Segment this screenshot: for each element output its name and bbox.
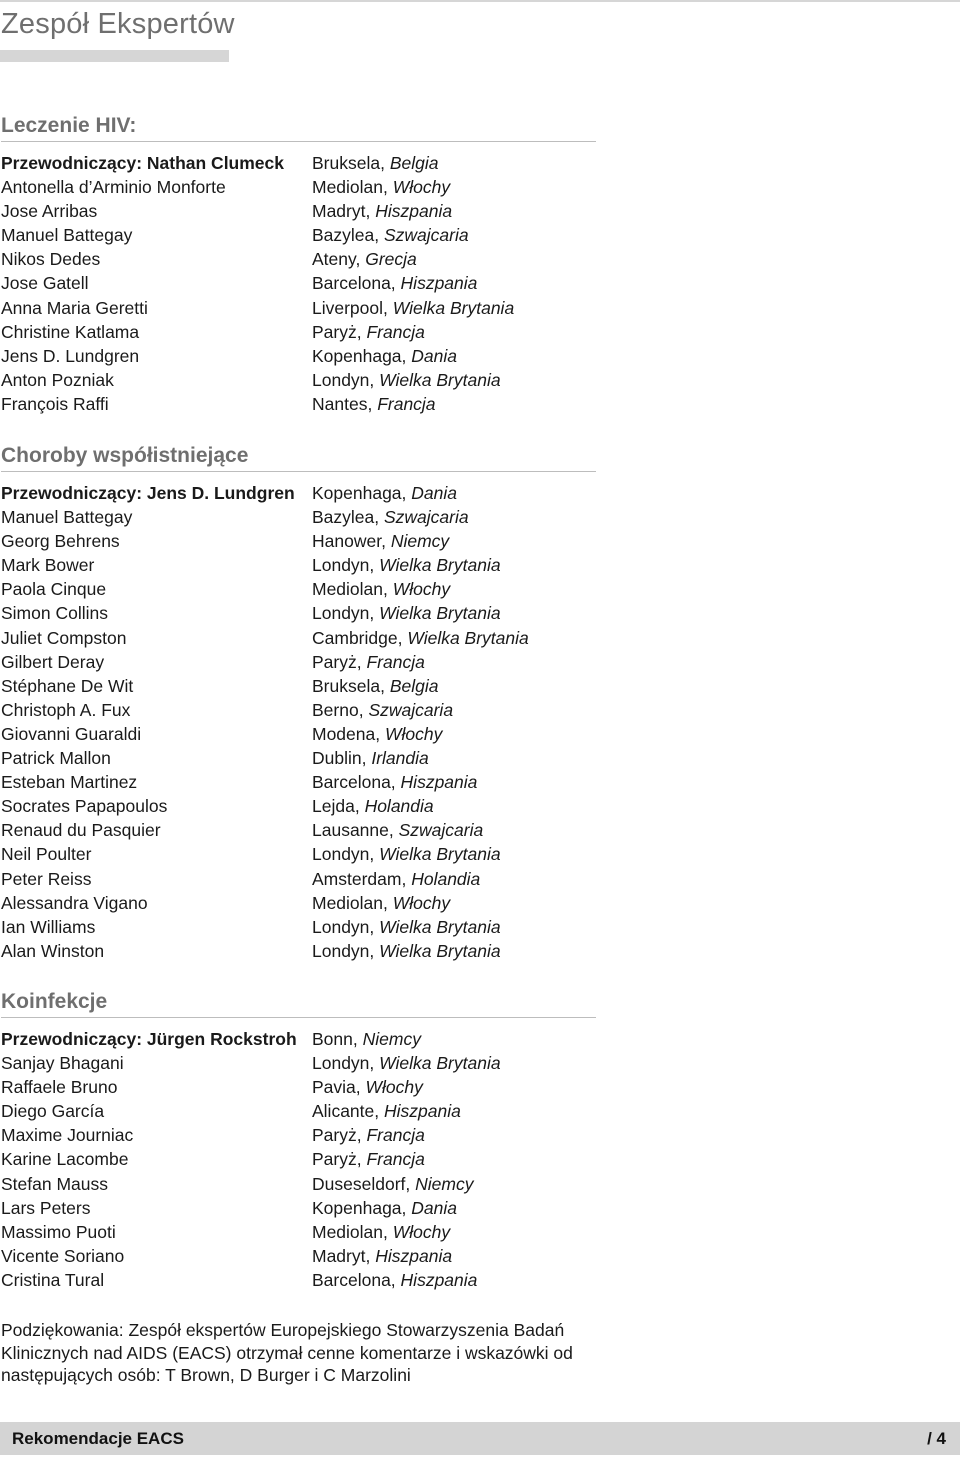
page-footer <box>0 1422 960 1455</box>
member-country: Włochy <box>392 892 451 913</box>
member-country: Hiszpania <box>400 273 478 294</box>
member-name: Jens D. Lundgren <box>1 345 140 366</box>
member-city: Londyn, <box>312 916 375 937</box>
member-row <box>1 320 596 344</box>
member-city: Hanower, <box>312 531 386 552</box>
member-city: Kopenhaga, <box>312 483 407 503</box>
member-location <box>312 626 529 650</box>
member-name: Manuel Battegay <box>1 225 133 246</box>
member-list <box>1 151 596 416</box>
top-rule <box>0 0 960 2</box>
member-name: Karine Lacombe <box>1 1149 129 1170</box>
member-country: Włochy <box>365 1077 423 1098</box>
chair-row <box>1 151 596 175</box>
member-name: Juliet Compston <box>1 627 127 648</box>
member-name: Raffaele Bruno <box>1 1077 118 1098</box>
member-location <box>312 770 477 794</box>
member-city: Paryż, <box>312 321 362 342</box>
member-name: Stéphane De Wit <box>1 675 134 696</box>
member-location <box>312 247 417 271</box>
member-row <box>1 1147 596 1171</box>
member-row <box>1 529 596 553</box>
member-country: Dania <box>411 1197 458 1218</box>
member-city: Dublin, <box>312 748 367 769</box>
member-city: Paryż, <box>312 651 362 672</box>
member-name: Peter Reiss <box>1 868 92 889</box>
chair-row <box>1 1027 596 1051</box>
member-country: Dania <box>411 345 458 366</box>
member-name: Maxime Journiac <box>1 1125 134 1146</box>
member-row <box>1 842 596 866</box>
member-row <box>1 915 596 939</box>
page-title: Zespół Ekspertów <box>1 8 235 40</box>
member-city: Alicante, <box>312 1101 380 1122</box>
member-country: Wielka Brytania <box>379 916 501 937</box>
member-name: Przewodniczący: Jürgen Rockstroh <box>1 1029 297 1049</box>
member-city: Mediolan, <box>312 177 388 198</box>
member-location <box>312 818 483 842</box>
member-country: Niemcy <box>390 531 450 552</box>
member-location <box>312 1244 452 1268</box>
member-location <box>312 505 469 529</box>
member-country: Belgia <box>389 675 439 696</box>
member-row <box>1 939 596 963</box>
member-country: Wielka Brytania <box>379 603 501 624</box>
member-country: Niemcy <box>362 1029 421 1049</box>
footer-document-title: Rekomendacje EACS <box>12 1429 184 1448</box>
member-row <box>1 867 596 891</box>
member-country: Francja <box>366 1125 425 1146</box>
member-country: Szwajcaria <box>384 507 469 528</box>
member-city: Londyn, <box>312 1053 375 1074</box>
member-row <box>1 891 596 915</box>
member-row <box>1 746 596 770</box>
member-country: Grecja <box>365 249 417 270</box>
member-row <box>1 296 596 320</box>
member-name: Simon Collins <box>1 603 108 624</box>
member-country: Francja <box>366 1149 425 1170</box>
member-city: Barcelona, <box>312 273 396 294</box>
member-location <box>312 939 501 963</box>
member-country: Hiszpania <box>375 201 453 222</box>
member-row <box>1 698 596 722</box>
member-country: Hiszpania <box>400 1269 478 1290</box>
member-location <box>312 1099 461 1123</box>
member-country: Belgia <box>389 153 439 173</box>
member-city: Paryż, <box>312 1125 362 1146</box>
member-row <box>1 601 596 625</box>
member-location <box>312 722 442 746</box>
member-city: Pavia, <box>312 1077 361 1098</box>
member-country: Wielka Brytania <box>379 369 501 390</box>
member-row <box>1 1099 596 1123</box>
member-city: Londyn, <box>312 369 375 390</box>
member-location <box>312 698 453 722</box>
member-name: Anna Maria Geretti <box>1 297 148 318</box>
member-country: Niemcy <box>415 1173 474 1194</box>
member-country: Wielka Brytania <box>379 555 501 576</box>
member-row <box>1 392 596 416</box>
member-country: Francja <box>377 393 436 414</box>
member-location <box>312 553 501 577</box>
member-location <box>312 601 501 625</box>
member-name: Antonella d’Arminio Monforte <box>1 177 226 198</box>
section-heading: Koinfekcje <box>1 989 596 1018</box>
member-country: Włochy <box>392 177 451 198</box>
member-city: Paryż, <box>312 1149 362 1170</box>
member-row <box>1 223 596 247</box>
member-row <box>1 368 596 392</box>
member-location <box>312 368 501 392</box>
member-name: Manuel Battegay <box>1 507 133 528</box>
section-hiv-treatment <box>1 113 596 416</box>
member-location <box>312 1196 457 1220</box>
member-row <box>1 344 596 368</box>
member-location <box>312 867 480 891</box>
member-list <box>1 1027 596 1292</box>
member-row <box>1 1268 596 1292</box>
member-city: Lejda, <box>312 796 360 817</box>
member-location <box>312 296 514 320</box>
member-name: Christoph A. Fux <box>1 699 131 720</box>
member-location <box>312 1027 421 1051</box>
section-coinfections <box>1 989 596 1292</box>
member-city: Londyn, <box>312 603 375 624</box>
member-city: Lausanne, <box>312 820 394 841</box>
member-city: Liverpool, <box>312 297 388 318</box>
member-location <box>312 1268 477 1292</box>
member-location <box>312 481 457 505</box>
member-location <box>312 915 501 939</box>
member-country: Włochy <box>384 723 443 744</box>
member-city: Cambridge, <box>312 627 403 648</box>
member-name: Mark Bower <box>1 555 95 576</box>
acknowledgement-text: Podziękowania: Zespół ekspertów Europejskiego Stowarzyszenia Badań Klinicznych nad AIDS (EACS) otrzymał cenne komentarze i wskazówki od następujących osób: T Brown, D Burger i C Marzolini <box>1 1320 573 1385</box>
member-location <box>312 1123 425 1147</box>
member-location <box>312 175 450 199</box>
member-row <box>1 818 596 842</box>
member-location <box>312 344 457 368</box>
member-row <box>1 271 596 295</box>
member-name: Nikos Dedes <box>1 249 101 270</box>
member-city: Mediolan, <box>312 1221 388 1242</box>
member-location <box>312 1075 423 1099</box>
member-city: Barcelona, <box>312 1269 396 1290</box>
member-country: Dania <box>411 483 458 503</box>
member-country: Irlandia <box>371 748 429 769</box>
member-location <box>312 320 425 344</box>
member-city: Kopenhaga, <box>312 345 407 366</box>
member-location <box>312 271 477 295</box>
member-row <box>1 722 596 746</box>
member-country: Wielka Brytania <box>392 297 515 318</box>
member-row <box>1 626 596 650</box>
member-name: Georg Behrens <box>1 531 120 552</box>
member-row <box>1 1220 596 1244</box>
member-location <box>312 794 434 818</box>
member-row <box>1 1051 596 1075</box>
member-city: Modena, <box>312 723 381 744</box>
member-city: Londyn, <box>312 844 375 865</box>
member-row <box>1 1075 596 1099</box>
member-name: Renaud du Pasquier <box>1 820 161 841</box>
member-location <box>312 1051 501 1075</box>
member-row <box>1 674 596 698</box>
member-city: Madryt, <box>312 1245 371 1266</box>
member-name: Gilbert Deray <box>1 651 105 672</box>
member-name: Vicente Soriano <box>1 1245 125 1266</box>
member-row <box>1 247 596 271</box>
member-country: Hiszpania <box>384 1101 461 1122</box>
member-location <box>312 1147 425 1171</box>
section-heading: Leczenie HIV: <box>1 113 596 142</box>
member-row <box>1 1123 596 1147</box>
member-city: Bruksela, <box>312 153 385 173</box>
member-city: Bruksela, <box>312 675 385 696</box>
member-row <box>1 1172 596 1196</box>
member-city: Nantes, <box>312 393 373 414</box>
member-city: Bazylea, <box>312 507 380 528</box>
member-city: Amsterdam, <box>312 868 407 889</box>
member-row <box>1 577 596 601</box>
member-country: Wielka Brytania <box>379 844 501 865</box>
member-name: Jose Arribas <box>1 201 98 222</box>
member-row <box>1 1244 596 1268</box>
member-name: Stefan Mauss <box>1 1173 108 1194</box>
member-country: Holandia <box>364 796 434 817</box>
member-location <box>312 842 501 866</box>
member-name: Przewodniczący: Nathan Clumeck <box>1 153 284 173</box>
member-row <box>1 1196 596 1220</box>
member-name: Cristina Tural <box>1 1269 105 1290</box>
member-country: Szwajcaria <box>368 699 454 720</box>
member-row <box>1 650 596 674</box>
member-location <box>312 223 469 247</box>
member-name: François Raffi <box>1 393 109 414</box>
member-city: Berno, <box>312 699 364 720</box>
member-city: Londyn, <box>312 555 375 576</box>
chair-row <box>1 481 596 505</box>
member-location <box>312 392 436 416</box>
member-city: Mediolan, <box>312 579 388 600</box>
member-city: Barcelona, <box>312 772 396 793</box>
member-row <box>1 199 596 223</box>
member-location <box>312 1220 450 1244</box>
member-name: Anton Pozniak <box>1 369 114 390</box>
member-country: Hiszpania <box>375 1245 453 1266</box>
member-location <box>312 151 438 175</box>
member-name: Sanjay Bhagani <box>1 1053 124 1074</box>
member-country: Hiszpania <box>400 772 478 793</box>
page-number: / 4 <box>927 1429 946 1448</box>
member-location <box>312 1172 473 1196</box>
member-location <box>312 746 429 770</box>
member-location <box>312 529 449 553</box>
member-country: Włochy <box>392 1221 451 1242</box>
member-country: Włochy <box>392 579 451 600</box>
member-name: Patrick Mallon <box>1 748 111 769</box>
member-country: Wielka Brytania <box>407 627 529 648</box>
member-row <box>1 505 596 529</box>
member-city: Madryt, <box>312 201 371 222</box>
member-country: Wielka Brytania <box>379 940 501 961</box>
member-country: Wielka Brytania <box>379 1053 501 1074</box>
member-country: Francja <box>366 321 425 342</box>
member-city: Mediolan, <box>312 892 388 913</box>
member-city: Bonn, <box>312 1029 358 1049</box>
member-country: Szwajcaria <box>398 820 484 841</box>
member-name: Alessandra Vigano <box>1 892 148 913</box>
member-name: Ian Williams <box>1 916 96 937</box>
member-country: Szwajcaria <box>384 225 469 246</box>
member-location <box>312 650 425 674</box>
member-row <box>1 175 596 199</box>
member-city: Kopenhaga, <box>312 1197 407 1218</box>
member-name: Lars Peters <box>1 1197 91 1218</box>
member-location <box>312 577 450 601</box>
member-name: Christine Katlama <box>1 321 140 342</box>
member-name: Massimo Puoti <box>1 1221 116 1242</box>
member-name: Diego García <box>1 1101 105 1122</box>
member-name: Esteban Martinez <box>1 772 138 793</box>
section-heading: Choroby współistniejące <box>1 443 596 472</box>
member-city: Bazylea, <box>312 225 380 246</box>
member-location <box>312 891 450 915</box>
member-name: Przewodniczący: Jens D. Lundgren <box>1 483 295 503</box>
member-city: Ateny, <box>312 249 361 270</box>
member-location <box>312 674 438 698</box>
member-name: Socrates Papapoulos <box>1 796 168 817</box>
member-city: Londyn, <box>312 940 375 961</box>
title-underline-bar <box>0 50 229 62</box>
member-name: Neil Poulter <box>1 844 92 865</box>
member-list <box>1 481 596 963</box>
member-name: Paola Cinque <box>1 579 107 600</box>
member-location <box>312 199 452 223</box>
member-row <box>1 553 596 577</box>
member-city: Duseseldorf, <box>312 1173 411 1194</box>
member-country: Holandia <box>411 868 481 889</box>
member-name: Jose Gatell <box>1 273 89 294</box>
member-name: Alan Winston <box>1 940 105 961</box>
member-name: Giovanni Guaraldi <box>1 723 142 744</box>
member-row <box>1 770 596 794</box>
member-country: Francja <box>366 651 425 672</box>
section-comorbidities <box>1 443 596 963</box>
member-row <box>1 794 596 818</box>
